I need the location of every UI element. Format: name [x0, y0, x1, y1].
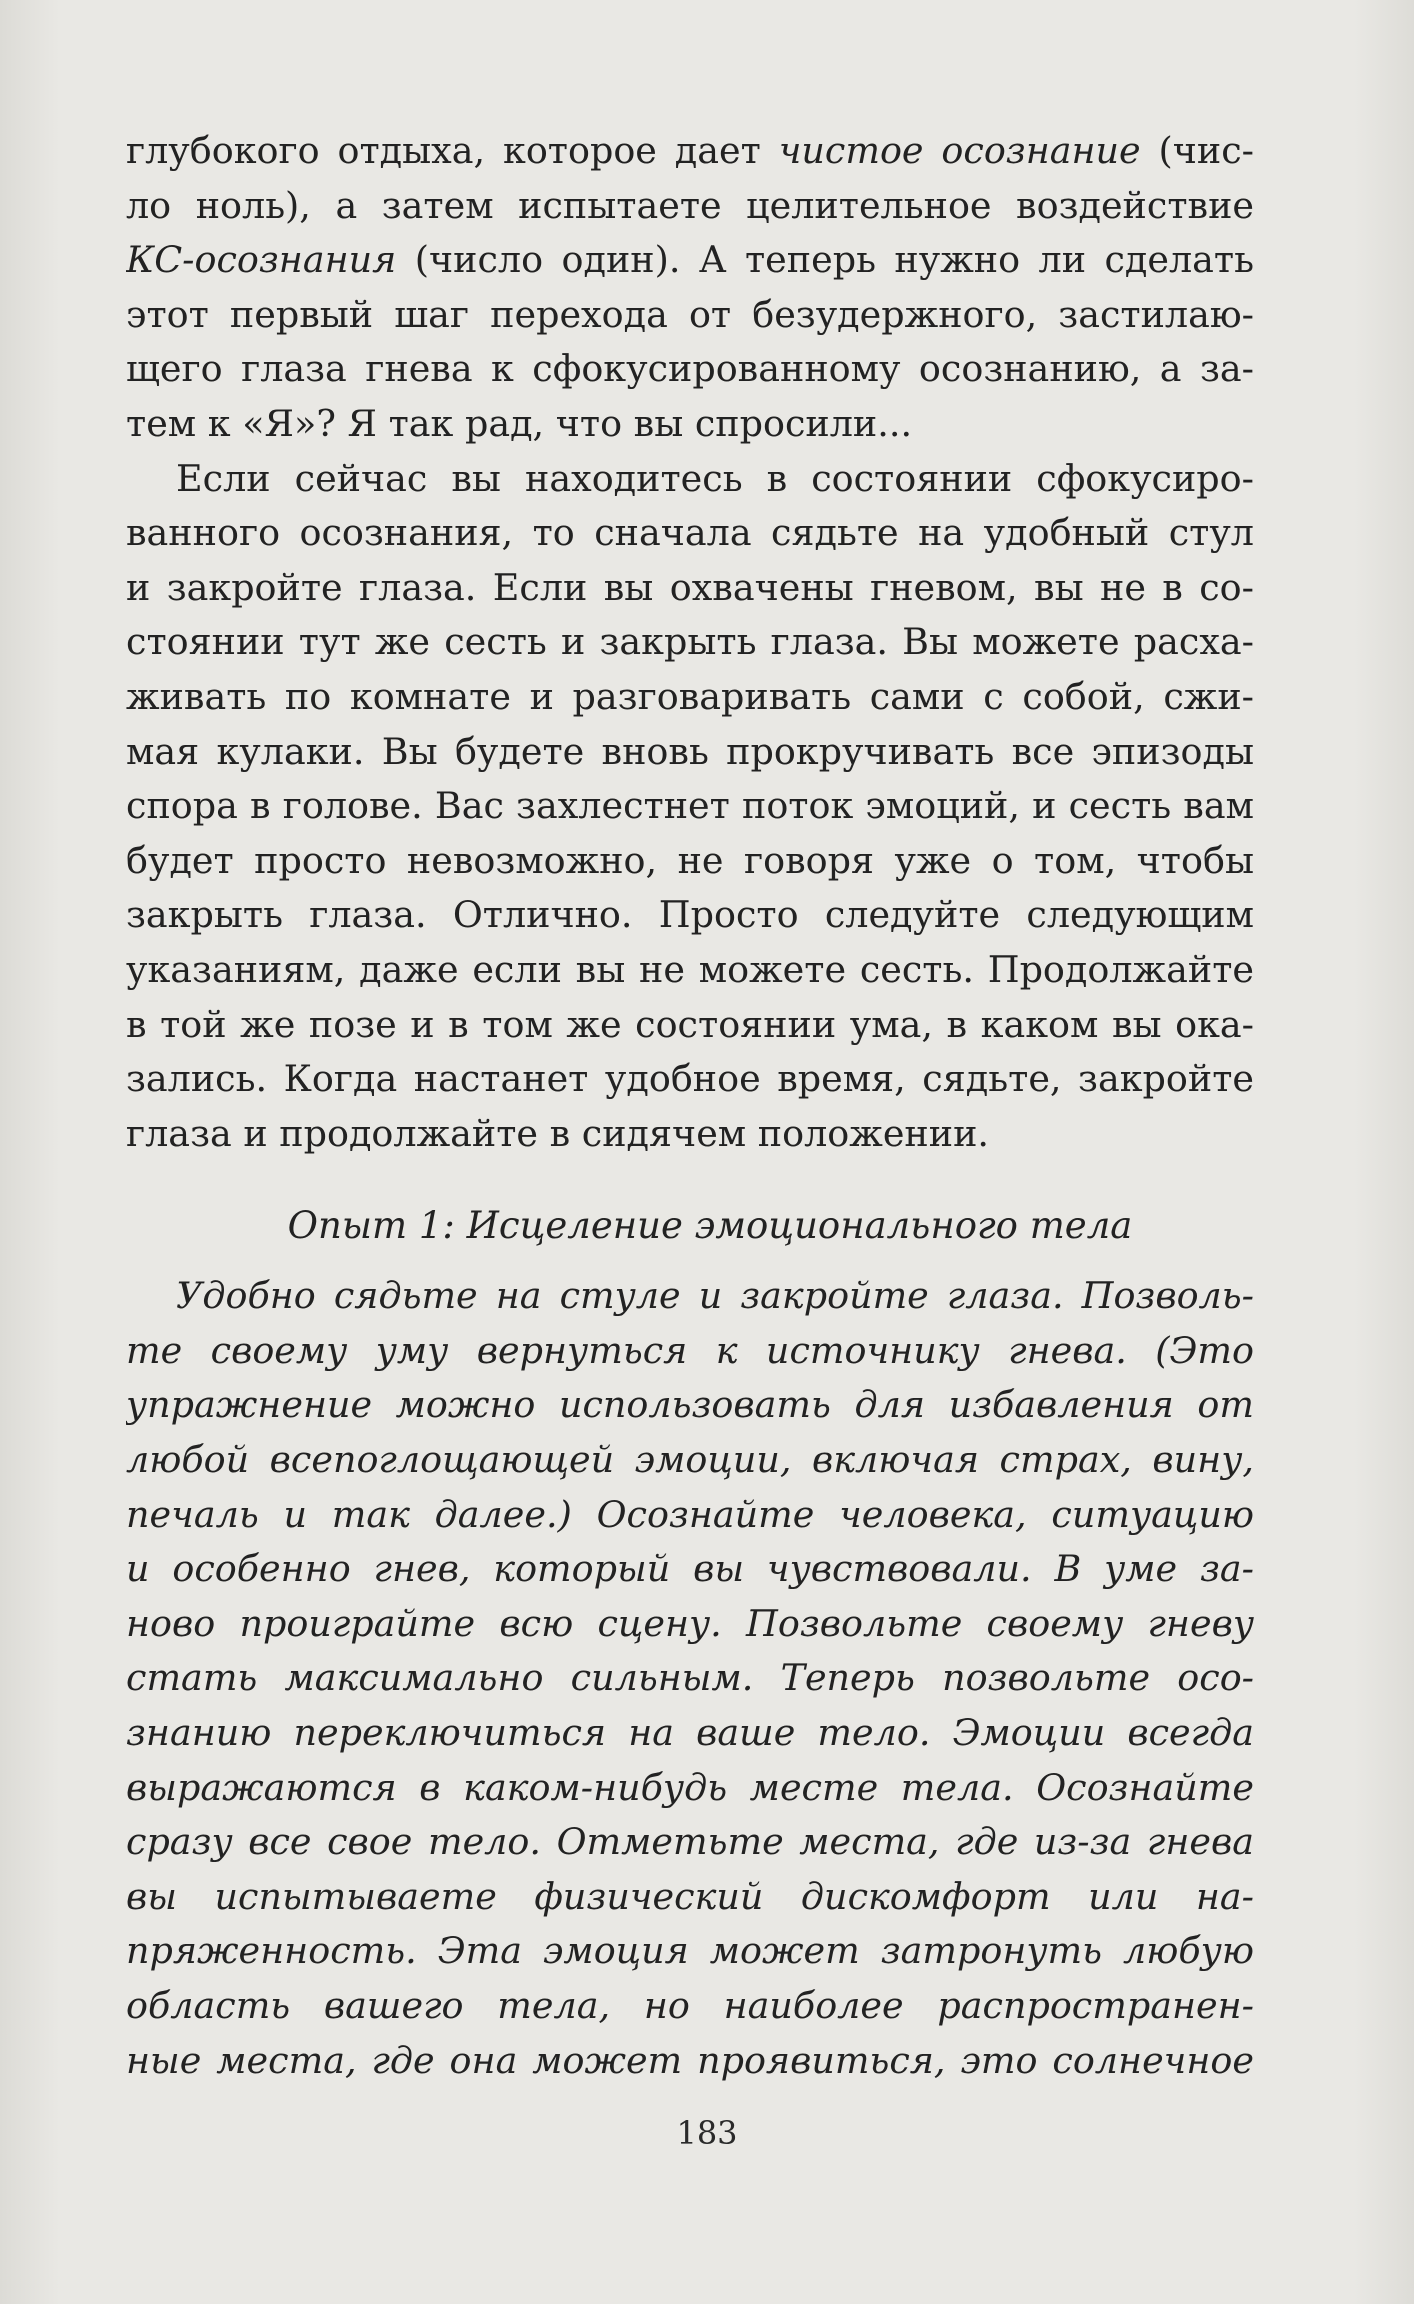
text-span: (чис- [1140, 129, 1254, 172]
paragraph-continuation [126, 124, 1254, 452]
text-line: указаниям, даже если вы не можете сесть. Продолжайте [126, 947, 1254, 991]
text-span: этот первый шаг перехода от безудержного, застилаю- [126, 292, 1254, 336]
text-line: ново проиграйте всю сцену. Позвольте своему гневу [126, 1601, 1254, 1645]
text-span: ло ноль), а затем испытаете целительное воздействие [126, 183, 1254, 227]
text-span: щего глаза гнева к сфокусированному осознанию, а за- [126, 347, 1254, 391]
text-line: стоянии тут же сесть и закрыть глаза. Вы можете расха- [126, 620, 1254, 664]
text-block [126, 124, 1254, 2088]
section-heading: Опыт 1: Исцеление эмоционального тела [287, 1204, 1133, 1248]
text-line: область вашего тела, но наиболее распространен- [126, 1984, 1254, 2027]
text-line [126, 233, 1254, 288]
text-line: сразу все свое тело. Отметьте места, где из-за гнева [126, 1820, 1254, 1864]
text-span: тем к «Я»? Я так рад, что вы спросили... [126, 401, 913, 445]
italic-term-ks-awareness: КС-осознания [126, 238, 397, 282]
text-line: ные места, где она может проявиться, это солнечное [126, 2038, 1254, 2082]
text-line: и закройте глаза. Если вы охвачены гневом, вы не в со- [126, 565, 1254, 609]
text-line: живать по комнате и разговаривать сами с собой, сжи- [126, 674, 1254, 718]
text-line: будет просто невозможно, не говоря уже о том, чтобы [126, 838, 1254, 882]
text-span: глубокого отдыха, которое дает [126, 129, 779, 172]
exercise-text [126, 1269, 1254, 2088]
text-line: в той же позе и в том же состоянии ума, в каком вы ока- [126, 1002, 1254, 1046]
text-line [126, 288, 1254, 343]
text-line: стать максимально сильным. Теперь позвольте осо- [126, 1656, 1254, 1700]
text-line: ванного осознания, то сначала сядьте на удобный стул [126, 511, 1254, 555]
text-line: любой всепоглощающей эмоции, включая страх, вину, [126, 1438, 1254, 1482]
text-line [126, 179, 1254, 234]
text-line: упражнение можно использовать для избавления от [126, 1383, 1254, 1427]
text-line: знанию переключиться на ваше тело. Эмоции всегда [126, 1711, 1254, 1755]
text-line: и особенно гнев, который вы чувствовали. В уме за- [126, 1547, 1254, 1591]
page-number: 183 [676, 2114, 738, 2152]
text-line: печаль и так далее.) Осознайте человека, ситуацию [126, 1492, 1254, 1536]
text-line: Удобно сядьте на стуле и закройте глаза. Позволь- [176, 1274, 1254, 1318]
text-line [126, 397, 1254, 452]
paragraph-instructions [126, 452, 1254, 1162]
text-line: выражаются в каком-нибудь месте тела. Осознайте [126, 1765, 1254, 1809]
text-line: пряженность. Эта эмоция может затронуть любую [126, 1929, 1254, 1973]
text-line: спора в голове. Вас захлестнет поток эмоций, и сесть вам [126, 784, 1254, 828]
text-line: глаза и продолжайте в сидячем положении. [126, 1111, 990, 1155]
text-line: закрыть глаза. Отлично. Просто следуйте следующим [126, 893, 1254, 937]
text-line [126, 124, 1254, 179]
text-line: вы испытываете физический дискомфорт или на- [126, 1874, 1254, 1918]
text-line: те своему уму вернуться к источнику гнева. (Это [126, 1328, 1254, 1372]
text-line [126, 342, 1254, 397]
italic-term-pure-awareness: чистое осознание [778, 129, 1141, 172]
text-line: зались. Когда настанет удобное время, сядьте, закройте [126, 1057, 1254, 1101]
text-line: мая кулаки. Вы будете вновь прокручивать все эпизоды [126, 729, 1254, 773]
text-span: (число один). А теперь нужно ли сделать [396, 238, 1254, 282]
text-line: Если сейчас вы находитесь в состоянии сфокусиро- [176, 456, 1254, 500]
